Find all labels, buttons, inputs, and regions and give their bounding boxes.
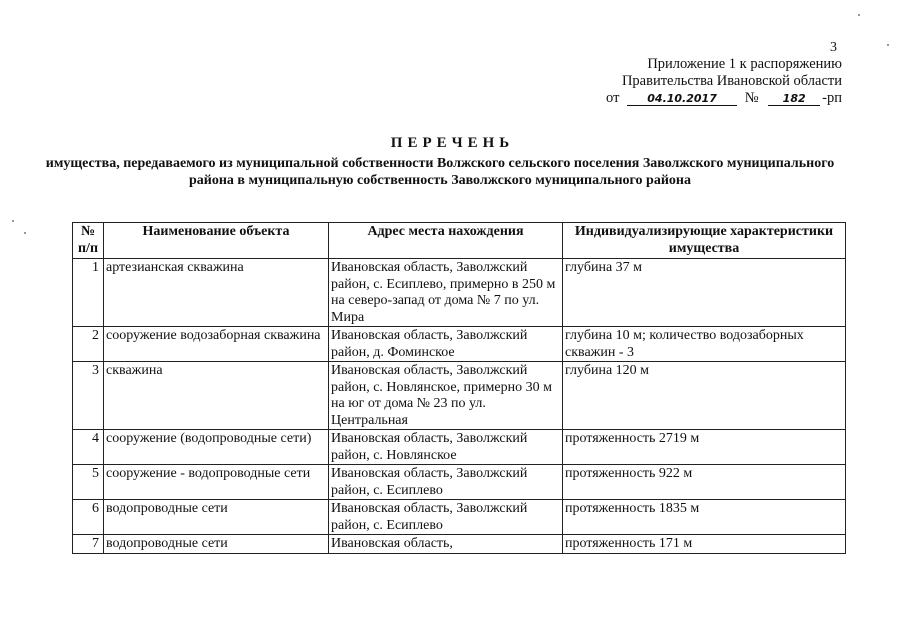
- row-address: Ивановская область, Заволжский район, с. Есиплево, примерно в 250 м на северо-запад от дома № 7 по ул. Мира: [329, 259, 563, 327]
- table-row: [73, 500, 846, 535]
- document-title: ПЕРЕЧЕНЬ: [390, 135, 515, 151]
- table-header-row: [73, 223, 846, 259]
- header-characteristics: Индивидуализирующие характеристики имущества: [563, 223, 846, 259]
- appendix-line-2: Правительства Ивановской области: [621, 73, 842, 89]
- scan-speck: [12, 220, 14, 222]
- row-address: Ивановская область, Заволжский район, с. Новлянское, примерно 30 м на юг от дома № 23 по ул. Центральная: [329, 362, 563, 430]
- table-row: [73, 327, 846, 362]
- row-num: 7: [73, 535, 104, 554]
- row-address: Ивановская область, Заволжский район, с. Есиплево: [329, 465, 563, 500]
- handwritten-number: 182: [768, 92, 820, 106]
- row-name: скважина: [104, 362, 329, 430]
- row-characteristics: глубина 37 м: [563, 259, 846, 327]
- row-characteristics: глубина 120 м: [563, 362, 846, 430]
- row-name: сооружение - водопроводные сети: [104, 465, 329, 500]
- appendix-line-1: Приложение 1 к распоряжению: [647, 56, 842, 72]
- number-label: №: [744, 90, 759, 106]
- table-row: [73, 362, 846, 430]
- appendix-header: [606, 56, 842, 107]
- row-name: сооружение водозаборная скважина: [104, 327, 329, 362]
- row-name: водопроводные сети: [104, 500, 329, 535]
- header-name: Наименование объекта: [104, 223, 329, 259]
- row-num: 2: [73, 327, 104, 362]
- row-num: 6: [73, 500, 104, 535]
- row-num: 1: [73, 259, 104, 327]
- page-number: 3: [830, 40, 837, 55]
- row-num: 5: [73, 465, 104, 500]
- row-num: 3: [73, 362, 104, 430]
- row-address: Ивановская область,: [329, 535, 563, 554]
- scan-speck: [24, 232, 26, 234]
- row-address: Ивановская область, Заволжский район, д. Фоминское: [329, 327, 563, 362]
- handwritten-date: 04.10.2017: [627, 92, 737, 106]
- header-address: Адрес места нахождения: [329, 223, 563, 259]
- appendix-date-line: [606, 90, 842, 107]
- property-table: [72, 222, 846, 554]
- document-subtitle: имущества, передаваемого из муниципальной собственности Волжского сельского поселения Заволжского муниципального района в муниципальную собственность Заволжского муниципального района: [45, 156, 835, 188]
- number-suffix: -рп: [822, 90, 842, 106]
- scan-speck: [887, 44, 889, 46]
- header-num: № п/п: [73, 223, 104, 259]
- table-row: [73, 430, 846, 465]
- row-address: Ивановская область, Заволжский район, с. Есиплево: [329, 500, 563, 535]
- row-characteristics: протяженность 922 м: [563, 465, 846, 500]
- row-characteristics: протяженность 171 м: [563, 535, 846, 554]
- scan-speck: [858, 14, 860, 16]
- row-characteristics: протяженность 1835 м: [563, 500, 846, 535]
- row-name: сооружение (водопроводные сети): [104, 430, 329, 465]
- row-address: Ивановская область, Заволжский район, с. Новлянское: [329, 430, 563, 465]
- from-label: от: [606, 90, 620, 106]
- row-characteristics: глубина 10 м; количество водозаборных скважин - 3: [563, 327, 846, 362]
- table-row: [73, 535, 846, 554]
- row-characteristics: протяженность 2719 м: [563, 430, 846, 465]
- table-row: [73, 465, 846, 500]
- row-name: артезианская скважина: [104, 259, 329, 327]
- row-num: 4: [73, 430, 104, 465]
- table-row: [73, 259, 846, 327]
- row-name: водопроводные сети: [104, 535, 329, 554]
